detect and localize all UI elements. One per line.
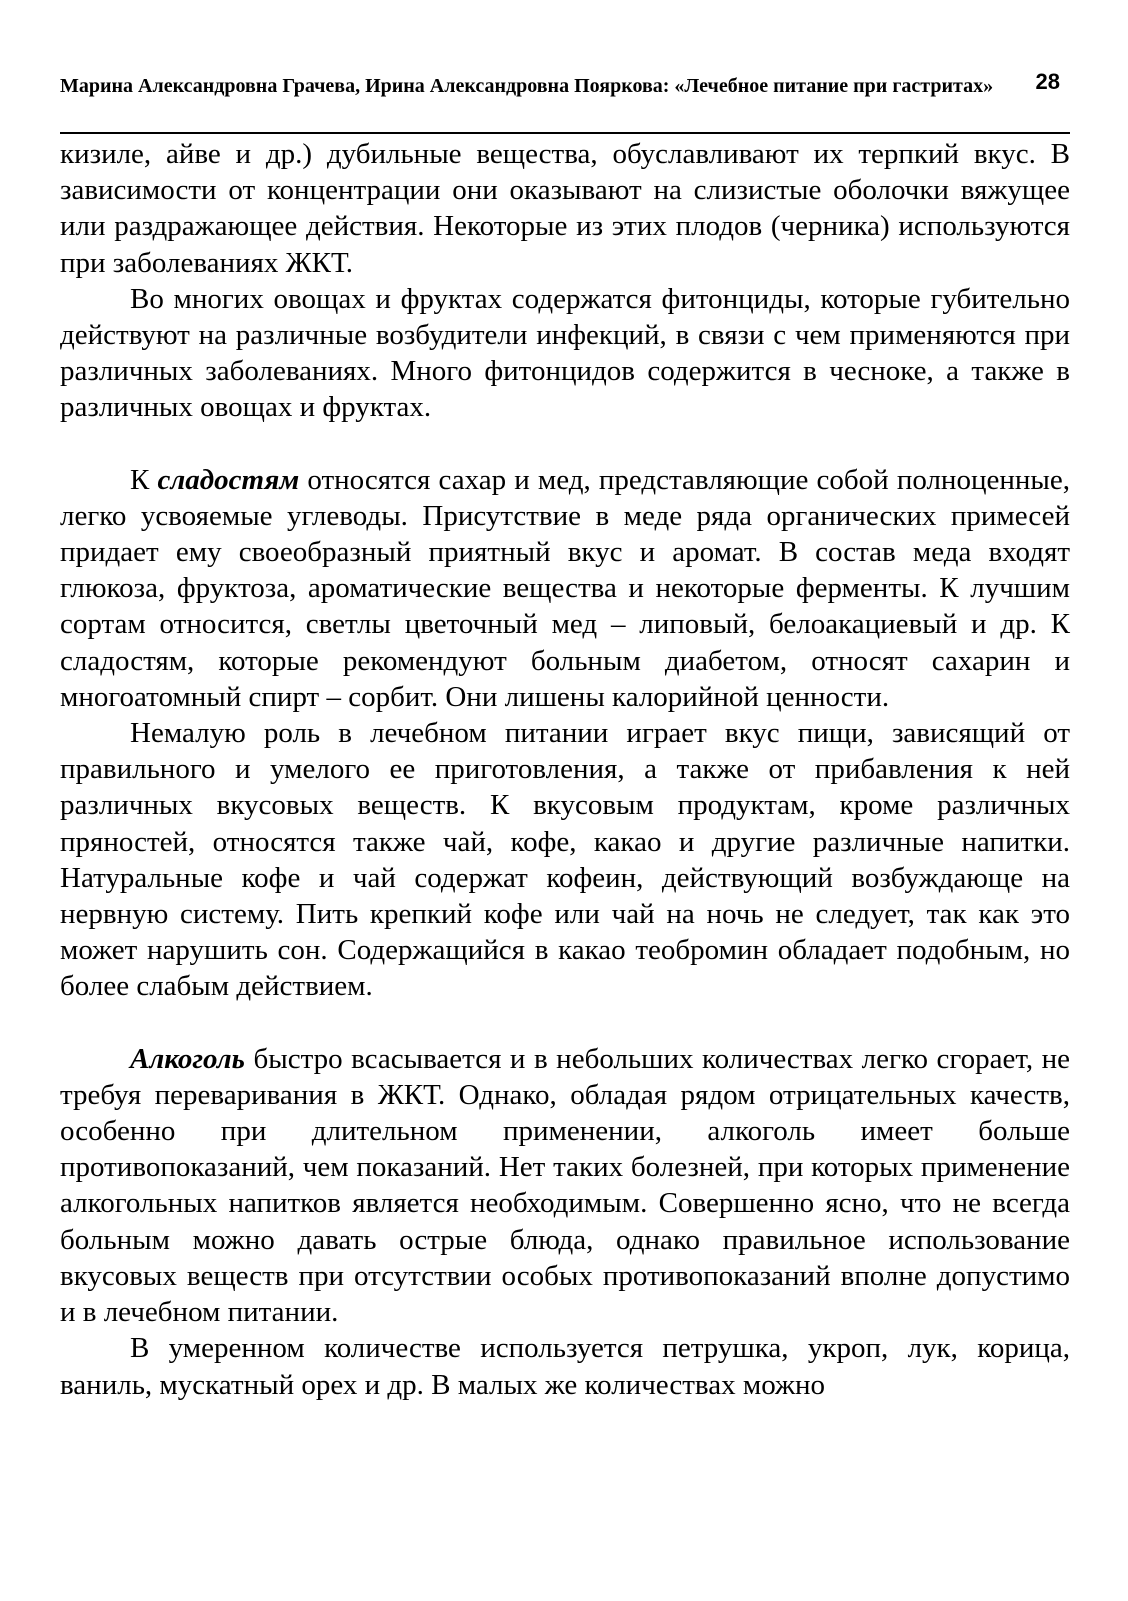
paragraph-tannins-continued xyxy=(60,136,1070,281)
paragraph-spices xyxy=(60,1330,1070,1402)
body-text xyxy=(60,136,1070,1403)
paragraph-text: кизиле, айве и др.) дубильные вещества, обуславливают их терпкий вкус. В зависимости от концентрации они оказывают на слизистые оболочки вяжущее или раздражающее действия. Некоторые из этих плодов (черника) используются при заболеваниях ЖКТ. xyxy=(60,138,1070,279)
paragraph-text: В умеренном количестве используется петрушка, укроп, лук, корица, ваниль, мускатный орех и др. В малых же количествах можно xyxy=(60,1332,1070,1401)
paragraph-sweets xyxy=(60,462,1070,715)
page-number: 28 xyxy=(1035,69,1060,94)
paragraph-text: относятся сахар и мед, представляющие собой полноценные, легко усвояемые углеводы. Присутствие в меде ряда органических примесей придает ему своеобразный приятный вкус и аромат. В состав меда входят глюкоза, фруктоза, ароматические вещества и некоторые ферменты. К лучшим сортам относится, светлы цветочный мед – липовый, белоакациевый и др. К сладостям, которые рекомендуют больным диабетом, относят сахарин и многоатомный спирт – сорбит. Они лишены калорийной ценности. xyxy=(60,463,1070,713)
book-title: Марина Александровна Грачева, Ирина Александровна Пояркова: «Лечебное питание при гастритах» xyxy=(60,75,994,97)
running-header xyxy=(60,69,1070,134)
paragraph-taste xyxy=(60,715,1070,1005)
paragraph-text: Во многих овощах и фруктах содержатся фитонциды, которые губительно действуют на различные возбудители инфекций, в связи с чем применяются при различных заболеваниях. Много фитонцидов содержится в чесноке, а также в различных овощах и фруктах. xyxy=(60,282,1070,424)
paragraph-alcohol xyxy=(60,1041,1070,1331)
document-page xyxy=(60,0,1070,1601)
paragraph-prefix: К xyxy=(130,463,158,496)
paragraph-text: Немалую роль в лечебном питании играет вкус пищи, зависящий от правильного и умелого ее приготовления, а также от прибавления к ней различных вкусовых веществ. К вкусовым продуктам, кроме различных пряностей, относятся также чай, кофе, какао и другие различные напитки. Натуральные кофе и чай содержат кофеин, действующий возбуждающе на нервную систему. Пить крепкий кофе или чай на ночь не следует, так как это может нарушить сон. Содержащийся в какао теобромин обладает подобным, но более слабым действием. xyxy=(60,717,1070,1003)
paragraph-text: быстро всасывается и в небольших количествах легко сгорает, не требуя переваривания в ЖКТ. Однако, обладая рядом отрицательных качеств, особенно при длительном применении, алкоголь имеет больше противопоказаний, чем показаний. Нет таких болезней, при которых применение алкогольных напитков является необходимым. Совершенно ясно, что не всегда больным можно давать острые блюда, однако правильное использование вкусовых веществ при отсутствии особых противопоказаний вполне допустимо и в лечебном питании. xyxy=(60,1042,1070,1329)
paragraph-phytoncides xyxy=(60,281,1070,426)
term-alcohol: Алкоголь xyxy=(130,1042,245,1075)
term-sweets: сладостям xyxy=(157,463,300,496)
